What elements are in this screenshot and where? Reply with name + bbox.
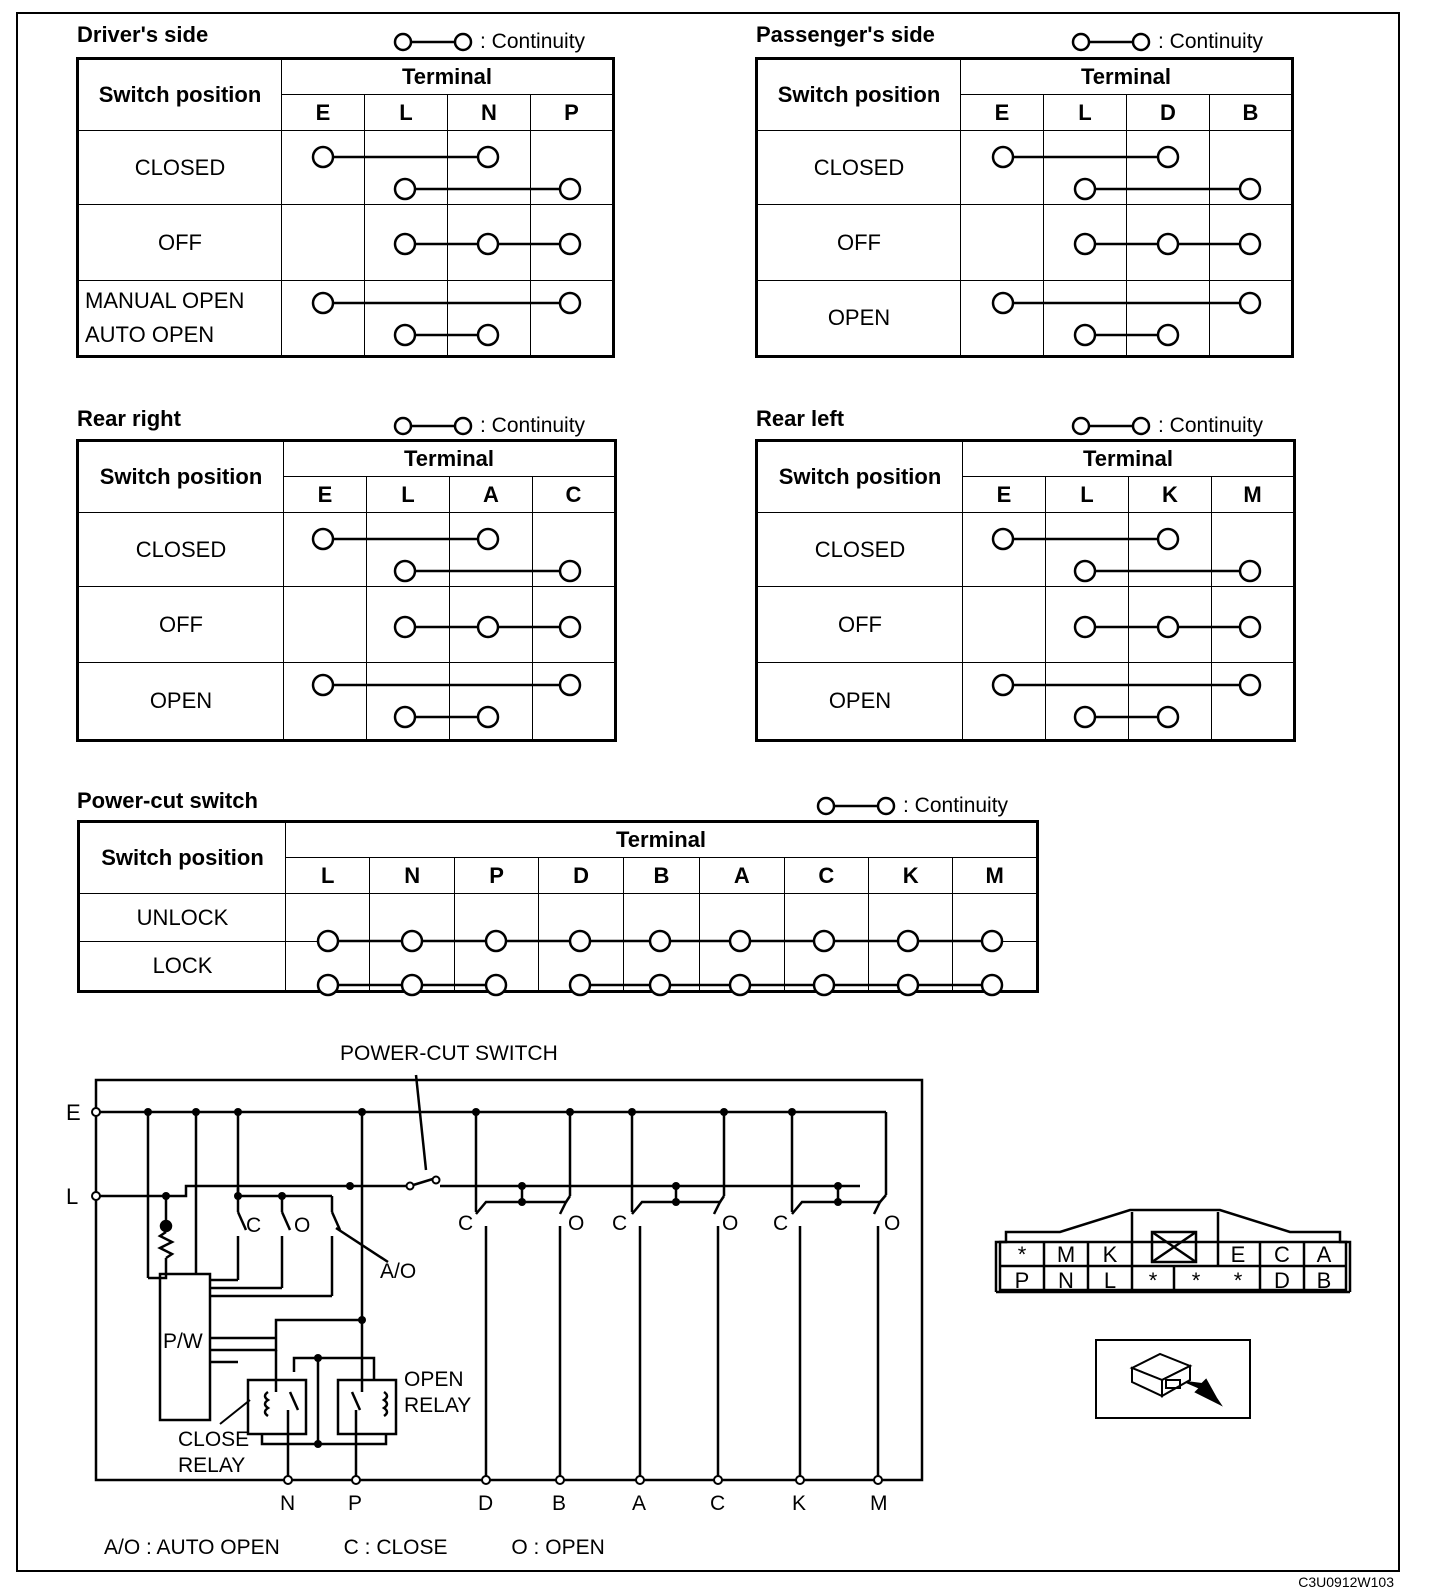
connector-face [996,1210,1350,1292]
connector-pin: D [1274,1268,1290,1293]
connector-pin: A [1316,1242,1332,1267]
drivers-side-title: Driver's side [77,22,209,47]
position-label: OFF [757,587,963,663]
position-label: OPEN [757,663,963,741]
position-label: CLOSED [78,131,282,205]
continuity-legend-text: : Continuity [1158,30,1264,53]
terminal-header: Terminal [961,59,1293,95]
terminal-label: P [348,1492,363,1515]
position-label: OFF [78,587,284,663]
terminal-header: Terminal [963,441,1295,477]
footnote-auto-open: A/O : AUTO OPEN [104,1536,280,1559]
terminal-e-label: E [66,1100,81,1125]
contact-close-label: C [612,1212,628,1235]
terminal-label: C [710,1492,726,1515]
passengers-side-title: Passenger's side [756,22,935,47]
terminal-label: N [280,1492,296,1515]
terminal-label: A [450,477,533,513]
contact-open-label: O [568,1212,585,1235]
terminal-label: N [370,858,454,894]
terminal-header: Terminal [284,441,616,477]
position-label: OPEN [757,281,961,357]
switch-position-header: Switch position [78,59,282,131]
contact-open-label: O [722,1212,739,1235]
connector-pin: N [1058,1268,1074,1293]
terminal-label: P [454,858,538,894]
connector-pin: M [1056,1242,1076,1267]
terminal-label: P [531,95,614,131]
contact-close-label: C [458,1212,474,1235]
switch-position-header: Switch position [757,441,963,513]
position-label: UNLOCK [79,894,286,942]
connector-pin: * [1017,1242,1027,1267]
power-cut-title: Power-cut switch [77,788,258,813]
continuity-legend-text: : Continuity [1158,414,1264,437]
connector-pin: C [1274,1242,1290,1267]
terminal-label: L [1046,477,1129,513]
continuity-legend-text: : Continuity [480,30,586,53]
position-label: LOCK [79,942,286,992]
connector-pin: K [1102,1242,1118,1267]
contact-open-label: O [884,1212,901,1235]
terminal-label: E [961,95,1044,131]
terminal-label: K [868,858,952,894]
close-relay-label: RELAY [178,1454,246,1477]
terminal-label: D [539,858,623,894]
pw-label: P/W [163,1330,203,1353]
terminal-label: C [533,477,616,513]
rear-left-title: Rear left [756,406,845,431]
contact-close-label: C [773,1212,789,1235]
figure-code: C3U0912W103 [1298,1574,1394,1590]
terminal-label: M [870,1492,888,1515]
open-relay-label: OPEN [404,1368,464,1391]
terminal-label: E [282,95,365,131]
terminal-header: Terminal [282,59,614,95]
position-label: CLOSED [757,131,961,205]
terminal-label: M [1212,477,1295,513]
footnote-open: O : OPEN [511,1536,605,1559]
terminal-label: E [963,477,1046,513]
position-label: MANUAL OPEN [85,288,245,313]
terminal-label: N [448,95,531,131]
terminal-label: C [784,858,868,894]
contact-auto-open-label: A/O [380,1260,417,1283]
terminal-label: L [286,858,370,894]
terminal-label: K [1129,477,1212,513]
terminal-label: D [1127,95,1210,131]
connector-pin: L [1103,1268,1117,1293]
terminal-header: Terminal [286,822,1038,858]
terminal-l-label: L [66,1184,79,1209]
terminal-label: L [1044,95,1127,131]
position-label: OFF [78,205,282,281]
power-cut-switch-label: POWER-CUT SWITCH [340,1042,558,1065]
position-label: AUTO OPEN [85,322,215,347]
position-label: CLOSED [757,513,963,587]
footnote-close: C : CLOSE [343,1536,448,1559]
position-label: OFF [757,205,961,281]
position-label: OPEN [78,663,284,741]
terminal-label: B [552,1492,567,1515]
terminal-label: D [478,1492,494,1515]
contact-close-label: C [246,1214,262,1237]
connector-pin: B [1316,1268,1332,1293]
open-relay-label: RELAY [404,1394,472,1417]
contact-open-label: O [294,1214,311,1237]
connector-pin: * [1233,1268,1243,1293]
connector-pin: E [1230,1242,1246,1267]
connector-pin: * [1191,1268,1201,1293]
terminal-label: A [632,1492,647,1515]
terminal-label: L [367,477,450,513]
connector-pin: P [1014,1268,1030,1293]
switch-position-header: Switch position [78,441,284,513]
terminal-label: B [1210,95,1293,131]
terminal-label: B [623,858,699,894]
rear-right-title: Rear right [77,406,181,431]
terminal-label: M [953,858,1038,894]
terminal-label: A [700,858,784,894]
terminal-label: K [792,1492,807,1515]
continuity-legend-text: : Continuity [903,794,1009,817]
switch-position-header: Switch position [79,822,286,894]
continuity-legend-text: : Continuity [480,414,586,437]
connector-location-icon [1096,1340,1250,1418]
connector-pin: * [1148,1268,1158,1293]
close-relay-label: CLOSE [178,1428,250,1451]
terminal-label: L [365,95,448,131]
position-label: CLOSED [78,513,284,587]
switch-position-header: Switch position [757,59,961,131]
terminal-label: E [284,477,367,513]
footnotes [104,1536,663,1560]
